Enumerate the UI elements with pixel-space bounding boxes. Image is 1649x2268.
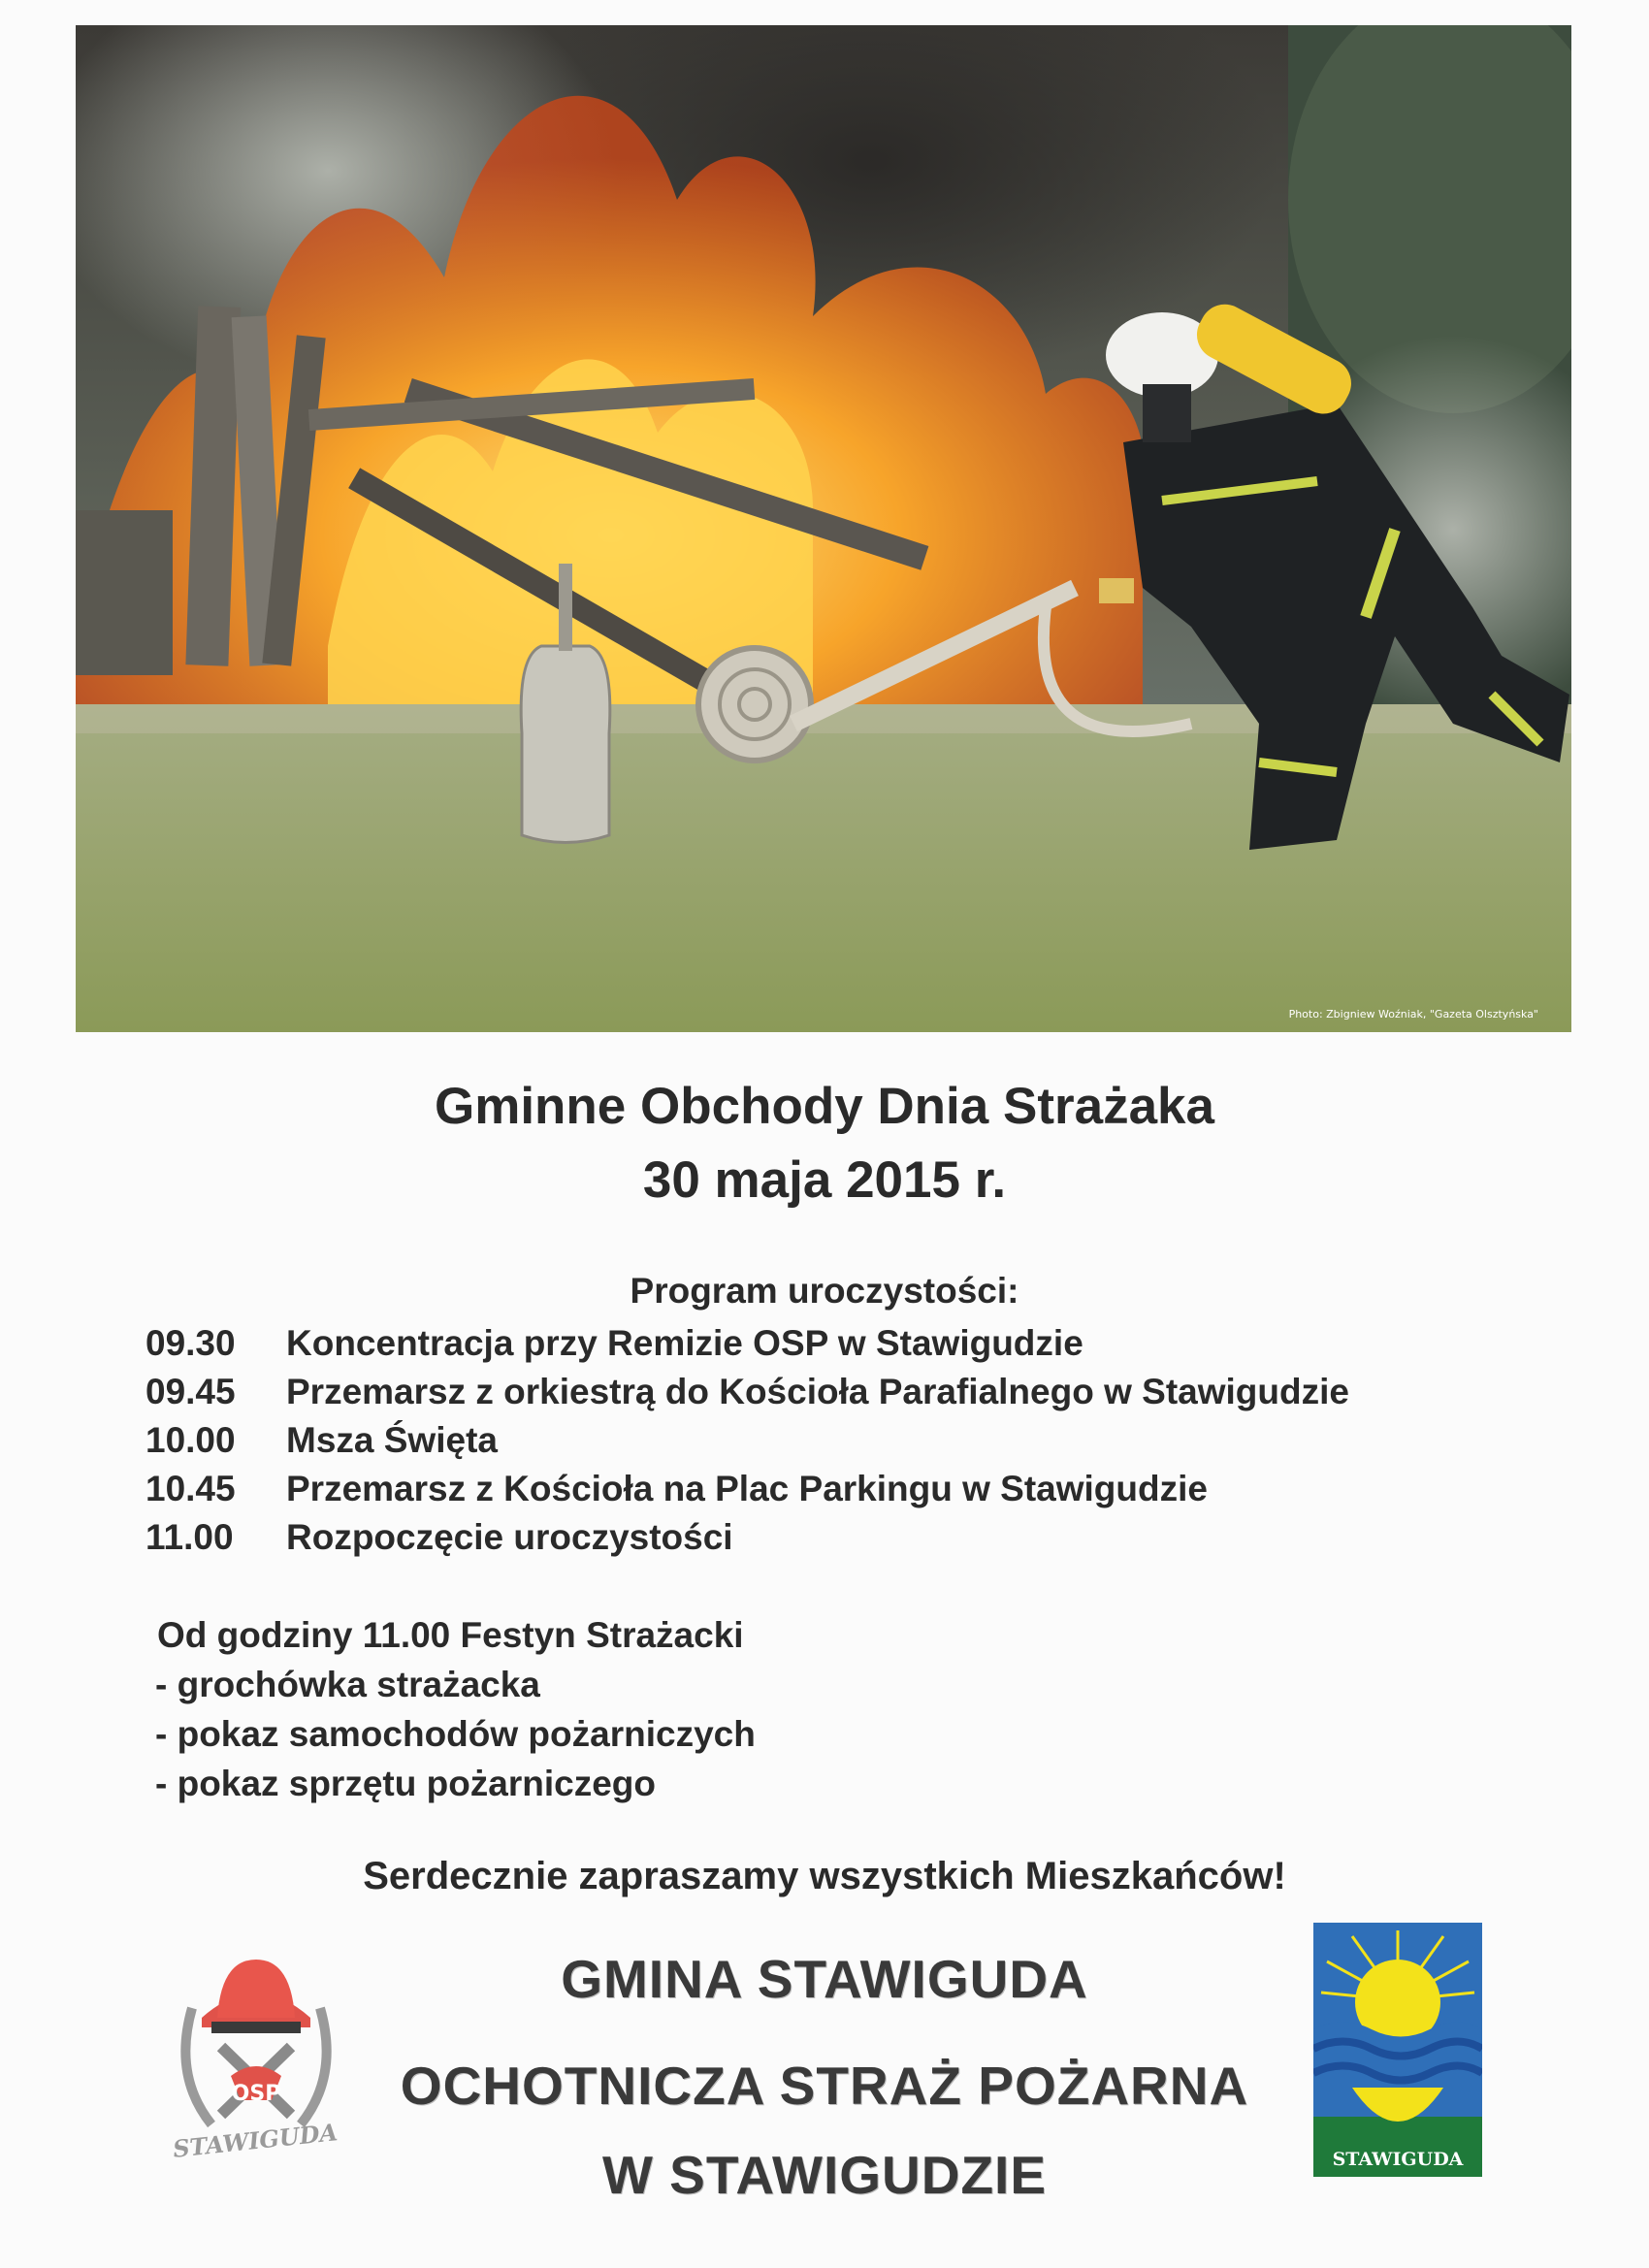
org-line-location: W STAWIGUDZIE — [601, 2145, 1048, 2205]
program-time: 09.45 — [146, 1372, 236, 1411]
program-text: Przemarsz z Kościoła na Plac Parkingu w Stawigudzie — [286, 1469, 1208, 1508]
invitation-text: Serdecznie zapraszamy wszystkich Mieszkańców! — [363, 1855, 1286, 1897]
photo-credit: Photo: Zbigniew Woźniak, "Gazeta Olsztyńska" — [1288, 1008, 1538, 1021]
program-text: Koncentracja przy Remizie OSP w Stawigudzie — [286, 1323, 1083, 1363]
stawiguda-emblem-icon — [1313, 1923, 1482, 2177]
fire-scene-illustration — [76, 25, 1571, 1032]
program-text: Msza Święta — [286, 1420, 498, 1460]
festyn-list — [155, 1660, 756, 1808]
osp-logo-text: OSP — [231, 2082, 281, 2106]
stawiguda-logo — [1313, 1923, 1482, 2177]
program-list — [146, 1319, 1581, 1562]
program-item — [146, 1465, 1581, 1513]
firefighter-photo — [76, 25, 1571, 1032]
program-time: 11.00 — [146, 1517, 234, 1557]
festyn-item: - pokaz sprzętu pożarniczego — [155, 1764, 657, 1803]
festyn-item: - grochówka strażacka — [155, 1665, 540, 1704]
program-time: 10.45 — [146, 1469, 236, 1508]
program-time: 10.00 — [146, 1420, 236, 1460]
program-item — [146, 1416, 1581, 1465]
festyn-item: - pokaz samochodów pożarniczych — [155, 1714, 756, 1754]
program-heading: Program uroczystości: — [630, 1271, 1019, 1311]
program-text: Rozpoczęcie uroczystości — [286, 1517, 733, 1557]
program-item — [146, 1368, 1581, 1416]
event-title: Gminne Obchody Dnia Strażaka — [434, 1078, 1215, 1135]
osp-logo-subtext: STAWIGUDA — [171, 2118, 340, 2163]
program-item — [146, 1319, 1581, 1368]
program-text: Przemarsz z orkiestrą do Kościoła Parafialnego w Stawigudzie — [286, 1372, 1349, 1411]
stawiguda-logo-text: STAWIGUDA — [1332, 2149, 1464, 2170]
org-line-gmina: GMINA STAWIGUDA — [561, 1949, 1088, 2009]
festyn-heading: Od godziny 11.00 Festyn Strażacki — [157, 1615, 744, 1655]
org-line-osp: OCHOTNICZA STRAŻ POŻARNA — [400, 2056, 1249, 2116]
program-time: 09.30 — [146, 1323, 236, 1363]
program-item — [146, 1513, 1581, 1562]
event-date: 30 maja 2015 r. — [642, 1151, 1007, 1209]
